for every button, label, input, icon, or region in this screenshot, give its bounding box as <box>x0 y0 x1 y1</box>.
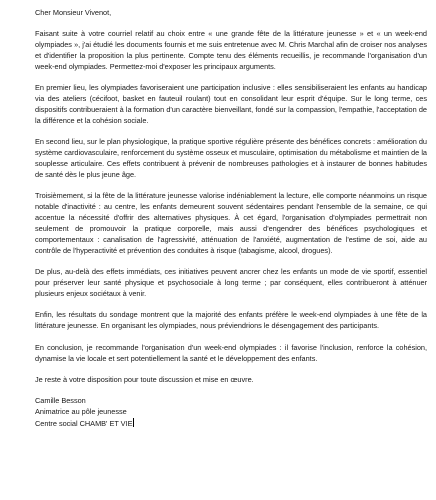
signature-organization-line <box>35 418 427 430</box>
signature-name: Camille Besson <box>35 395 86 405</box>
paragraph-long-term: De plus, au-delà des effets immédiats, ces initiatives peuvent ancrer chez les enfants un mode de vie sportif, essentiel pour préserver leur santé physique et psychosociale à long terme ; par conséquent, elles contribueront à atténuer plusieurs enjeux sociétaux à venir. <box>35 267 427 299</box>
letter-document[interactable] <box>35 8 427 430</box>
paragraph-conclusion: En conclusion, je recommande l'organisation d'un week-end olympiades : il favorise l'inclusion, renforce la cohésion, dynamise la vie locale et sert potentiellement la santé et le développement des enfants. <box>35 342 427 363</box>
paragraph-inactivity: Troisièmement, si la fête de la littérature jeunesse valorise indéniablement la lecture, elle comporte néanmoins un risque notable d'inactivité : au centre, les enfants demeurent souvent sédentaires pendant l'ensemble de la semaine, ce qui accentue la nécessité d'offrir des alternatives physiques. À cet égard, l'organisation d'olympiades permettrait non seulement de promouvoir la pratique corporelle, mais aussi d'engendrer des bénéfices psychologiques et comportementaux : canalisation de l'agressivité, atténuation de l'anxiété, augmentation de l'estime de soi, aide au contrôle de l'hyperactivité et prévention des conduites à risque (tabagisme, alcool, drogues). <box>35 191 427 255</box>
signature-block <box>35 396 427 430</box>
paragraph-physiology: En second lieu, sur le plan physiologique, la pratique sportive régulière présente des bénéfices concrets : amélioration du système cardiovasculaire, renforcement du système osseux et musculaire, optimisation du métabolisme et maintien de la souplesse articulaire. Ces effets contribuent à prévenir de nombreuses pathologies et à instaurer de bonnes habitudes de santé dès le plus jeune âge. <box>35 137 427 179</box>
paragraph-survey: Enfin, les résultats du sondage montrent que la majorité des enfants préfère le week-end olympiades à une fête de la littérature jeunesse. En organisant les olympiades, nous préviendrions le désengagement des participants. <box>35 310 427 331</box>
paragraph-inclusion: En premier lieu, les olympiades favoriseraient une participation inclusive : elles sensibiliseraient les enfants au handicap via des ateliers (cécifoot, basket en fauteuil roulant) tout en consolidant leur esprit d'équipe. Sur le long terme, ces dispositifs contribueraient à la formation d'un caractère bienveillant, fondé sur la compassion, l'empathie, l'acceptation de la différence et la cohésion sociale. <box>35 83 427 125</box>
paragraph-intro: Faisant suite à votre courriel relatif au choix entre « une grande fête de la littérature jeunesse » et « un week-end olympiades », j'ai étudié les documents fournis et me suis entretenue avec M. Chris Marchal afin de croiser nos analyses et d'identifier la proposition la plus pertinente. Compte tenu des éléments recueillis, je recommande l'organisation d'un week-end olympiades. Permettez-moi d'exposer les principaux arguments. <box>35 28 427 71</box>
signature-role: Animatrice au pôle jeunesse <box>35 406 127 416</box>
signature-organization: Centre social CHAMB' ET VIE <box>35 418 133 428</box>
salutation: Cher Monsieur Vivenot, <box>35 8 112 17</box>
paragraph-closing: Je reste à votre disposition pour toute discussion et mise en œuvre. <box>35 375 254 385</box>
text-cursor <box>133 418 134 427</box>
